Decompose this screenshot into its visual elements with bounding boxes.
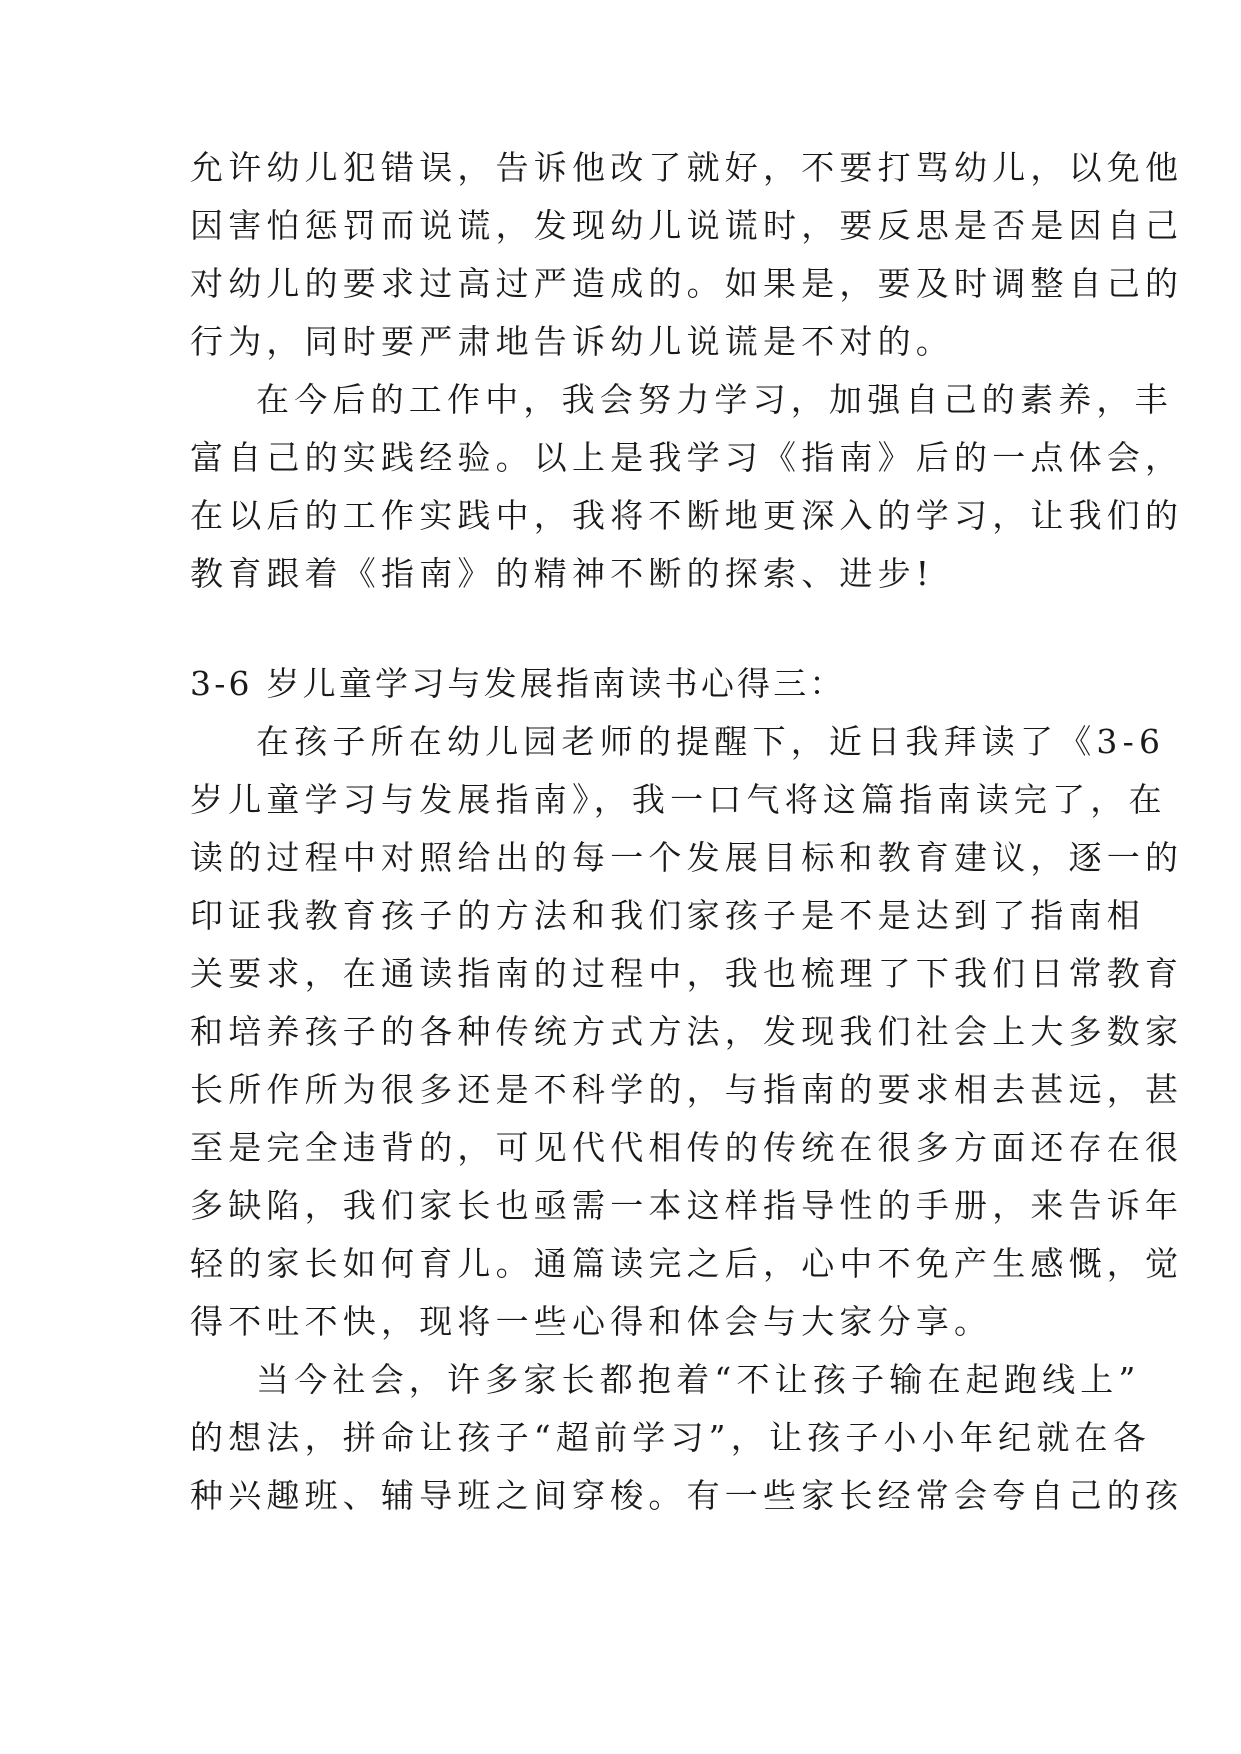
text-line: 得不吐不快，现将一些心得和体会与大家分享。 (190, 1302, 993, 1341)
text-line: 对幼儿的要求过高过严造成的。如果是，要及时调整自己的 (190, 264, 1184, 303)
text-line: 允许幼儿犯错误，告诉他改了就好，不要打骂幼儿，以免他 (190, 148, 1184, 187)
text-line: 种兴趣班、辅导班之间穿梭。有一些家长经常会夸自己的孩 (190, 1476, 1184, 1515)
section-heading: 3-6 岁儿童学习与发展指南读书心得三： (190, 664, 846, 703)
text-line: 教育跟着《指南》的精神不断的探索、进步! (190, 554, 935, 593)
paragraph-first-line: 当今社会，许多家长都抱着“不让孩子输在起跑线上” (256, 1360, 1141, 1399)
text-line: 和培养孩子的各种传统方式方法，发现我们社会上大多数家 (190, 1012, 1184, 1051)
text-line: 印证我教育孩子的方法和我们家孩子是不是达到了指南相 (190, 896, 1145, 935)
text-line: 的想法，拼命让孩子“超前学习”，让孩子小小年纪就在各 (190, 1418, 1151, 1457)
text-line: 在以后的工作实践中，我将不断地更深入的学习，让我们的 (190, 496, 1184, 535)
paragraph-first-line: 在孩子所在幼儿园老师的提醒下，近日我拜读了《3-6 (256, 722, 1166, 761)
text-line: 长所作所为很多还是不科学的，与指南的要求相去甚远，甚 (190, 1070, 1184, 1109)
text-line: 读的过程中对照给出的每一个发展目标和教育建议，逐一的 (190, 838, 1184, 877)
text-line: 岁儿童学习与发展指南》，我一口气将这篇指南读完了，在 (190, 780, 1167, 819)
text-line: 因害怕惩罚而说谎，发现幼儿说谎时，要反思是否是因自己 (190, 206, 1184, 245)
text-line: 关要求，在通读指南的过程中，我也梳理了下我们日常教育 (190, 954, 1184, 993)
text-line: 富自己的实践经验。以上是我学习《指南》后的一点体会， (190, 438, 1184, 477)
paragraph-first-line: 在今后的工作中，我会努力学习，加强自己的素养，丰 (256, 380, 1173, 419)
text-line: 至是完全违背的，可见代代相传的传统在很多方面还存在很 (190, 1128, 1184, 1167)
text-line: 多缺陷，我们家长也亟需一本这样指导性的手册，来告诉年 (190, 1186, 1184, 1225)
text-line: 轻的家长如何育儿。通篇读完之后，心中不免产生感慨，觉 (190, 1244, 1184, 1283)
text-line: 行为，同时要严肃地告诉幼儿说谎是不对的。 (190, 322, 954, 361)
